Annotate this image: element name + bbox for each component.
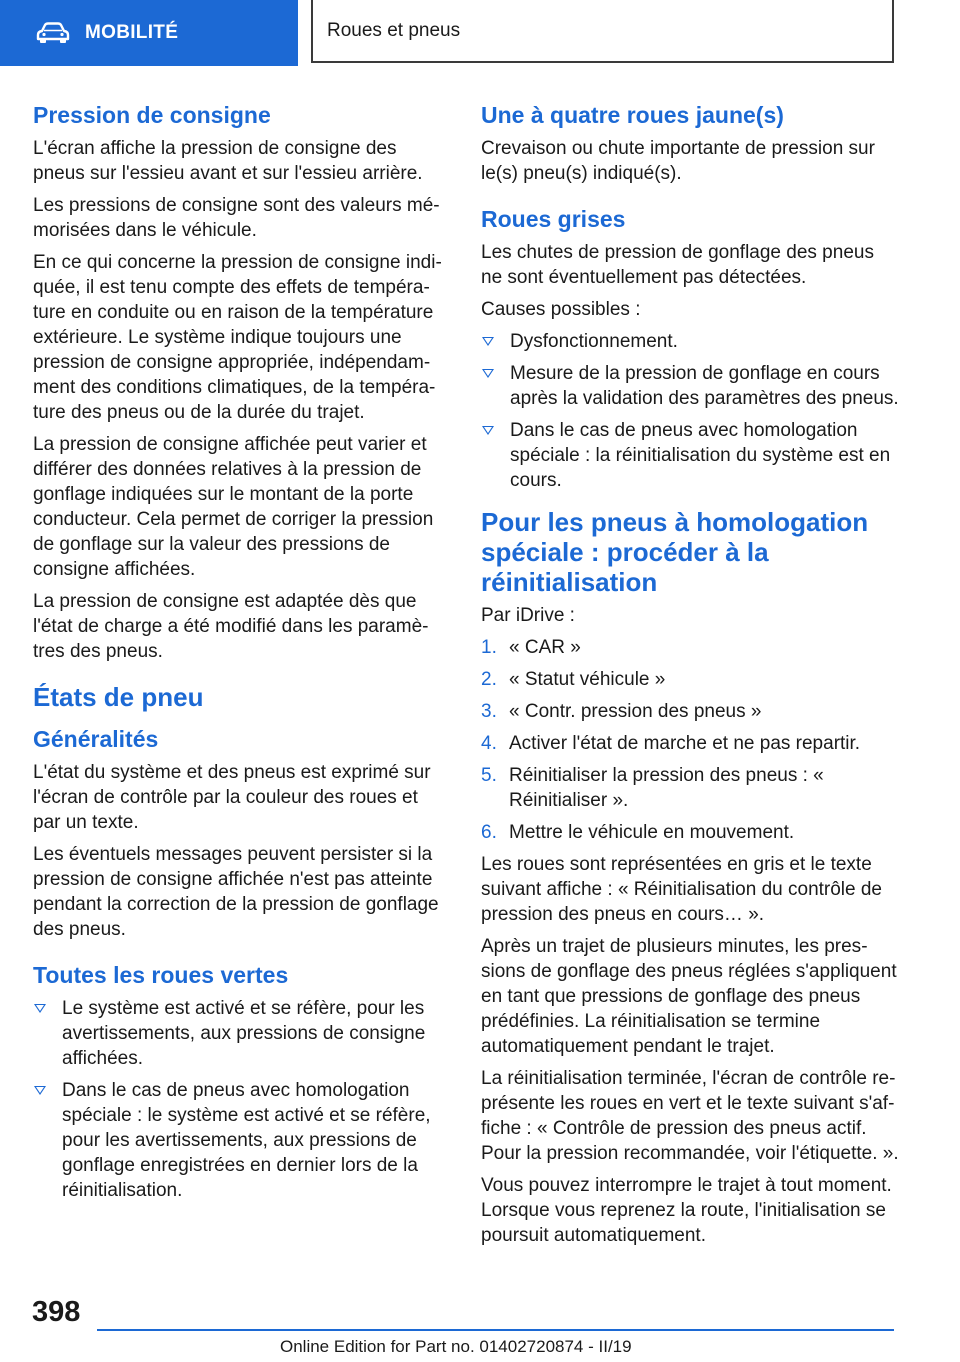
list-item-text: Dans le cas de pneus avec homologation spéciale : le système est activé et se réfère, pour les avertissements, aux pressions de gonflage enregistrées en dernier lors de la réinitialisation. (62, 1080, 431, 1201)
paragraph: Les pressions de consigne sont des valeurs mémorisées dans le véhicule. (33, 195, 440, 241)
paragraph: Les chutes de pression de gonflage des pneus ne sont éventuellement pas détectées. (481, 242, 874, 288)
chapter-tab[interactable] (311, 0, 894, 63)
paragraph: L'état du système et des pneus est exprimé sur l'écran de contrôle par la couleur des roues et par un texte. (33, 762, 431, 833)
list-item (481, 329, 899, 354)
step-text: Réinitialiser la pression des pneus : « Réinitialiser ». (509, 765, 824, 811)
list-item (481, 361, 899, 411)
step-text: « Contr. pression des pneus » (509, 701, 762, 722)
step-text: « CAR » (509, 637, 581, 658)
paragraph: L'écran affiche la pression de consigne des pneus sur l'essieu avant et sur l'essieu arrière. (33, 138, 423, 184)
page-header (0, 0, 960, 66)
bullet-list (33, 996, 445, 1203)
heading-roues-jaunes: Une à quatre roues jaune(s) (481, 102, 784, 128)
step-list (481, 635, 899, 845)
section-label: MOBILITÉ (85, 22, 179, 43)
step-text: « Statut véhicule » (509, 669, 666, 690)
heading-homologation-speciale: Pour les pneus à homologation spéciale : procéder à la réinitialisation (481, 507, 869, 597)
page-number: 398 (32, 1296, 81, 1328)
paragraph: La pression de consigne est adaptée dès que l'état de charge a été modifié dans les paramètres des pneus. (33, 591, 429, 662)
list-item (33, 996, 445, 1071)
paragraph: La réinitialisation terminée, l'écran de contrôle représente les roues en vert et le texte suivant s'affiche : « Contrôle de pression des pneus actif. Pour la pression recommandée, voir l'étiquette. ». (481, 1068, 899, 1164)
step-item (481, 763, 899, 813)
heading-generalites: Généralités (33, 726, 159, 752)
step-item (481, 731, 899, 756)
step-text: Mettre le véhicule en mouvement. (509, 822, 795, 843)
list-item-text: Dysfonctionnement. (510, 331, 678, 352)
triangle-bullet-icon (482, 369, 494, 378)
paragraph: Après un trajet de plusieurs minutes, les pressions de gonflage des pneus réglées s'appliquent en tant que pressions de gonflage des pneus prédéfinies. La réinitialisation se termine automatiquement pendant le trajet. (481, 936, 897, 1057)
step-number: 5. (481, 765, 497, 786)
list-item-text: Mesure de la pression de gonflage en cours après la validation des paramètres des pneus. (510, 363, 899, 409)
step-item (481, 667, 899, 692)
bullet-list (481, 329, 899, 493)
step-number: 4. (481, 733, 497, 754)
left-column (33, 100, 445, 1211)
step-number: 1. (481, 637, 497, 658)
triangle-bullet-icon (34, 1004, 46, 1013)
paragraph: Par iDrive : (481, 605, 575, 626)
heading-etats-de-pneu: États de pneu (33, 682, 204, 712)
step-number: 6. (481, 822, 497, 843)
paragraph: Les éventuels messages peuvent persister si la pression de consigne affichée n'est pas atteinte pendant la correction de la pression de gonflage des pneus. (33, 844, 439, 940)
list-item (33, 1078, 445, 1203)
step-number: 2. (481, 669, 497, 690)
footer-divider (97, 1329, 894, 1331)
step-number: 3. (481, 701, 497, 722)
paragraph: En ce qui concerne la pression de consigne indiquée, il est tenu compte des effets de température en conduite ou en raison de la température extérieure. Le système indique toujours une pression de consigne appropriée, indépendamment des conditions climatiques, de la température des pneus ou de la durée du trajet. (33, 252, 442, 423)
step-text: Activer l'état de marche et ne pas repartir. (509, 733, 861, 754)
paragraph: Causes possibles : (481, 299, 641, 320)
list-item-text: Dans le cas de pneus avec homologation spéciale : la réinitialisation du système est en cours. (510, 420, 891, 491)
triangle-bullet-icon (482, 337, 494, 346)
list-item-text: Le système est activé et se réfère, pour les avertissements, aux pressions de consigne affichées. (62, 998, 426, 1069)
heading-roues-vertes: Toutes les roues vertes (33, 962, 289, 988)
paragraph: Les roues sont représentées en gris et le texte suivant affiche : « Réinitialisation du contrôle de pression des pneus en cours… ». (481, 854, 883, 925)
list-item (481, 418, 899, 493)
chapter-label: Roues et pneus (327, 19, 461, 41)
section-tab[interactable] (0, 0, 298, 66)
paragraph: Vous pouvez interrompre le trajet à tout moment. Lorsque vous reprenez la route, l'initialisation se poursuit automatiquement. (481, 1175, 892, 1246)
right-column (481, 100, 899, 1255)
triangle-bullet-icon (34, 1086, 46, 1095)
heading-roues-grises: Roues grises (481, 206, 626, 232)
step-item (481, 635, 899, 660)
step-item (481, 820, 899, 845)
edition-link[interactable]: Online Edition for Part no. 01402720874 - II/19 (280, 1337, 632, 1356)
step-item (481, 699, 899, 724)
paragraph: Crevaison ou chute importante de pression sur le(s) pneu(s) indiqué(s). (481, 138, 875, 184)
car-icon (36, 22, 70, 44)
paragraph: La pression de consigne affichée peut varier et différer des données relatives à la pression de gonflage indiquées sur le montant de la porte conducteur. Cela permet de corriger la pression de gonflage sur la valeur des pressions de consigne affichées. (33, 434, 434, 580)
heading-pression-de-consigne: Pression de consigne (33, 102, 271, 128)
triangle-bullet-icon (482, 426, 494, 435)
